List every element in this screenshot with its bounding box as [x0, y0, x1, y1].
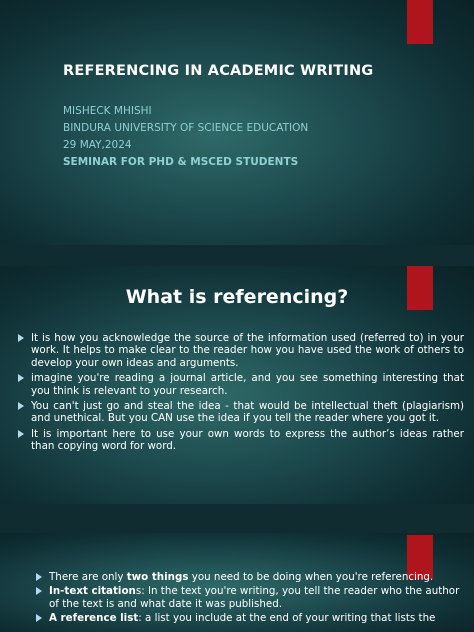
list-item — [36, 585, 466, 610]
bullet-emphasis: In-text citation — [49, 585, 136, 598]
triangle-bullet-icon — [36, 587, 42, 595]
author-name: MISHECK MHISHI — [63, 105, 152, 117]
triangle-bullet-icon — [18, 374, 24, 382]
slide-divider — [0, 504, 474, 533]
list-item — [18, 332, 464, 369]
bullet-text: It is how you acknowledge the source of the information used (referred to) in your work. It helps to make clear to the reader how you have used the work of others to develop your own ideas and arguments. — [31, 332, 464, 369]
definition-slide — [0, 266, 474, 504]
bullet-emphasis: A reference list — [49, 612, 139, 625]
slide-title: What is referencing? — [125, 286, 349, 308]
bullet-list — [18, 332, 464, 456]
bullet-text: s: In the text you're writing, you tell the reader who the author of the text is and what date it was published. — [49, 585, 460, 610]
presentation-date: 29 MAY,2024 — [63, 139, 132, 151]
bullet-text: : a list you include at the end of your writing that lists the — [138, 612, 436, 625]
bullet-text: It is important here to use your own words to express the author’s ideas rather than copying word for word. — [31, 427, 464, 453]
bullet-text: There are only — [49, 571, 127, 583]
bullet-emphasis: two things — [126, 571, 189, 583]
title-slide — [0, 0, 474, 245]
bullet-text: imagine you're reading a journal article, and you see something interesting that you think is relevant to your research. — [31, 372, 464, 397]
triangle-bullet-icon — [36, 614, 42, 622]
bullet-text: you need to be doing when you're referencing. — [188, 571, 434, 583]
triangle-bullet-icon — [18, 334, 24, 342]
slide-divider — [0, 245, 474, 266]
seminar-label: SEMINAR FOR PHD & MSCED STUDENTS — [63, 156, 299, 168]
triangle-bullet-icon — [36, 573, 42, 581]
list-item — [36, 612, 466, 624]
list-item — [36, 571, 466, 583]
accent-bar — [407, 0, 433, 44]
institution-name: BINDURA UNIVERSITY OF SCIENCE EDUCATION — [63, 122, 309, 134]
list-item — [18, 400, 464, 425]
triangle-bullet-icon — [18, 430, 24, 438]
presentation-title: REFERENCING IN ACADEMIC WRITING — [63, 63, 374, 79]
components-slide — [0, 533, 474, 632]
bullet-list — [36, 571, 466, 627]
bullet-text: You can't just go and steal the idea - that would be intellectual theft (plagiarism) and unethical. But you CAN use the idea if you tell the reader where you got it. — [31, 400, 464, 425]
list-item — [18, 372, 464, 397]
list-item — [18, 428, 464, 453]
triangle-bullet-icon — [18, 402, 24, 410]
